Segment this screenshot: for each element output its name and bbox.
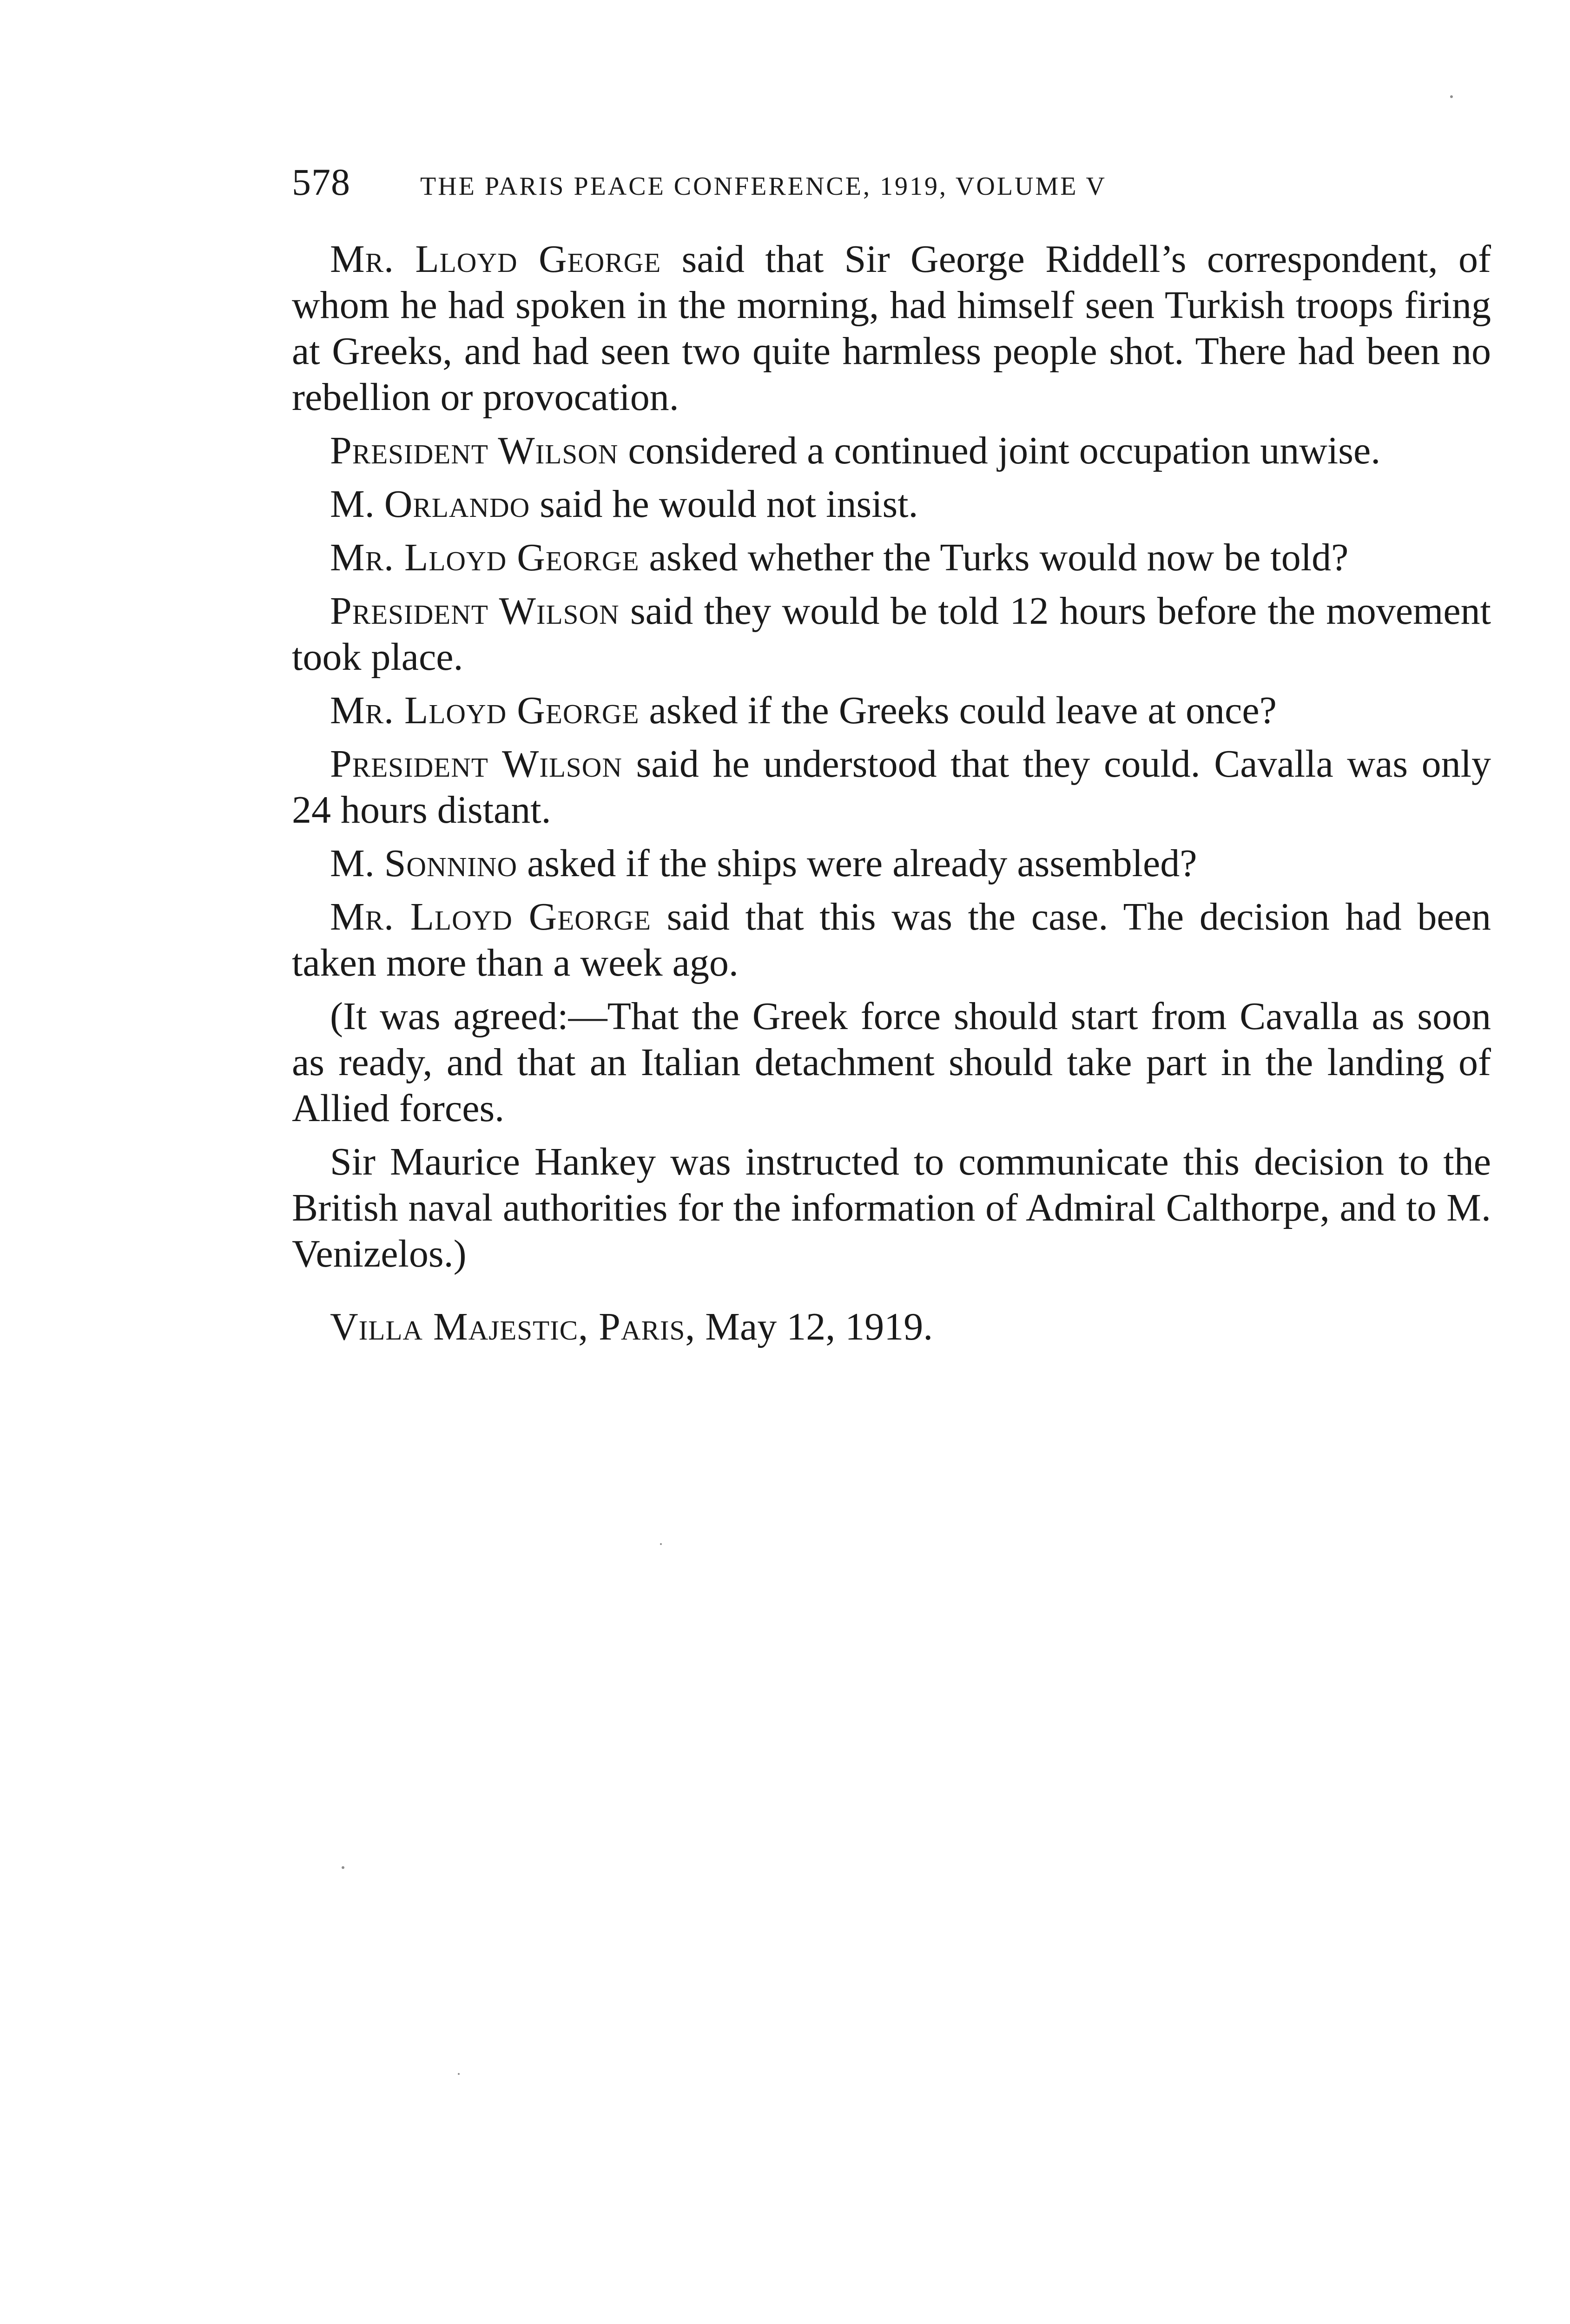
minutes-body [292, 236, 1491, 1389]
speaker-name: Mr. Lloyd George [330, 895, 651, 938]
scan-speck [342, 1866, 344, 1869]
paragraph-text: asked whether the Turks would now be told? [649, 536, 1349, 579]
paragraph-text: said he understood that they could. Cavalla was only 24 hours distant. [292, 742, 1491, 832]
sign-off-date: May 12, 1919. [705, 1305, 933, 1348]
page-number: 578 [292, 161, 350, 203]
speaker-name: President Wilson [330, 589, 620, 633]
paragraph-lloyd-george-turks [292, 535, 1491, 581]
sign-off-place: Villa Majestic, Paris, [330, 1305, 696, 1348]
paragraph-text: asked if the Greeks could leave at once? [649, 689, 1277, 732]
speaker-prefix: M. [330, 842, 375, 885]
paragraph-text: said they would be told 12 hours before the movement took place. [292, 589, 1491, 679]
paragraph-sonnino [292, 840, 1491, 886]
running-title: THE PARIS PEACE CONFERENCE, 1919, VOLUME V [420, 172, 1107, 201]
paragraph-text: said he would not insist. [540, 482, 918, 526]
speaker-name: President Wilson [330, 429, 619, 472]
speaker-name: Sonnino [384, 842, 518, 885]
scan-speck [1450, 95, 1453, 98]
paragraph-lloyd-george-statement [292, 236, 1491, 420]
paragraph-orlando [292, 481, 1491, 527]
speaker-prefix: M. [330, 482, 375, 526]
paragraph-wilson-movement [292, 588, 1491, 680]
speaker-name: Mr. Lloyd George [330, 238, 661, 281]
paragraph-lloyd-george-greeks [292, 687, 1491, 733]
paragraph-text: considered a continued joint occupation unwise. [628, 429, 1381, 472]
sign-off [292, 1304, 1491, 1350]
paragraph-text: said that Sir George Riddell’s correspondent, of whom he had spoken in the morning, had himself seen Turkish troops firing at Greeks, and had seen two quite harmless people shot. There had been no rebellion or provocation. [292, 238, 1491, 419]
speaker-name: Mr. Lloyd George [330, 689, 640, 732]
scan-speck [458, 2073, 460, 2075]
paragraph-lloyd-george-decision [292, 894, 1491, 986]
paragraph-wilson-occupation [292, 428, 1491, 474]
instruction-paragraph: Sir Maurice Hankey was instructed to communicate this decision to the British naval authorities for the information of Admiral Calthorpe, and to M. Venizelos.) [292, 1140, 1491, 1275]
paragraph-wilson-cavalla [292, 741, 1491, 833]
scan-speck [660, 1543, 662, 1545]
resolution-paragraph: (It was agreed:—That the Greek force should start from Cavalla as soon as ready, and that an Italian detachment should take part in the landing of Allied forces. [292, 995, 1491, 1130]
running-head [292, 160, 1491, 211]
paragraph-text: said that this was the case. The decision had been taken more than a week ago. [292, 895, 1491, 984]
speaker-name: Mr. Lloyd George [330, 536, 640, 579]
paragraph-text: asked if the ships were already assembled? [527, 842, 1197, 885]
speaker-name: Orlando [384, 482, 530, 526]
speaker-name: President Wilson [330, 742, 622, 786]
